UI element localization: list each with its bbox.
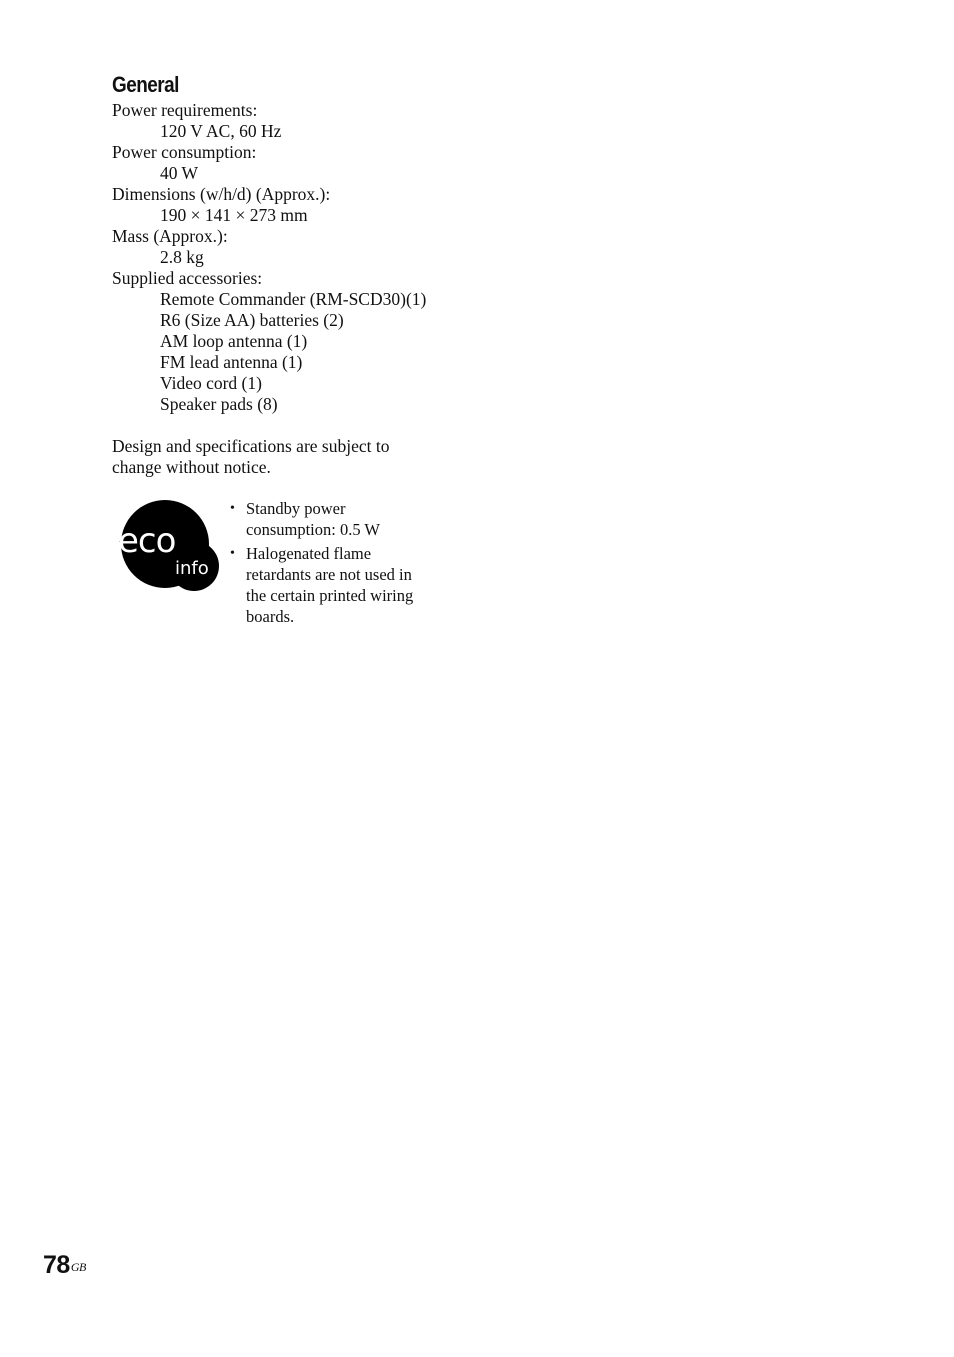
spec-value: AM loop antenna (1) (160, 331, 308, 351)
eco-item-line: boards. (246, 607, 295, 626)
spec-value: Video cord (1) (160, 373, 262, 393)
notice-line: change without notice. (112, 457, 271, 477)
spec-value: Speaker pads (8) (160, 394, 278, 414)
eco-info-item-halogenated (230, 543, 460, 627)
eco-item-line: the certain printed wiring (246, 586, 414, 605)
spec-item-supplied-accessories (112, 268, 512, 415)
spec-value: 40 W (160, 163, 199, 183)
spec-value: 2.8 kg (160, 247, 204, 267)
spec-label: Mass (Approx.): (112, 226, 228, 246)
spec-list (112, 100, 512, 415)
spec-label: Power consumption: (112, 142, 257, 162)
bullet-icon: • (230, 546, 235, 561)
section-title: General (112, 72, 179, 97)
page-number-value: 78 (43, 1251, 70, 1279)
eco-item-line: retardants are not used in (246, 565, 412, 584)
spec-label: Supplied accessories: (112, 268, 263, 288)
eco-item-line: consumption: 0.5 W (246, 520, 380, 539)
spec-value: 190 × 141 × 273 mm (160, 205, 308, 225)
eco-item-line: Halogenated flame (246, 544, 372, 563)
bullet-icon: • (230, 501, 235, 516)
eco-item-line: Standby power (246, 499, 346, 518)
eco-logo-sub-text: info (175, 558, 209, 579)
notice-line: Design and specifications are subject to (112, 436, 390, 456)
page-number (43, 1248, 86, 1282)
eco-info-logo-icon (114, 500, 222, 592)
spec-item-power-requirements (112, 100, 512, 142)
spec-content (112, 70, 512, 478)
page-number-suffix: GB (70, 1260, 86, 1274)
eco-logo-main-text: eco (118, 521, 176, 561)
eco-info-list (230, 498, 460, 630)
specification-notice (112, 436, 512, 478)
spec-value: 120 V AC, 60 Hz (160, 121, 282, 141)
spec-value: FM lead antenna (1) (160, 352, 303, 372)
spec-item-dimensions (112, 184, 512, 226)
spec-value: Remote Commander (RM-SCD30)(1) (160, 289, 427, 309)
spec-label: Dimensions (w/h/d) (Approx.): (112, 184, 331, 204)
spec-label: Power requirements: (112, 100, 258, 120)
eco-info-item-standby-power (230, 498, 460, 540)
spec-item-mass (112, 226, 512, 268)
eco-info-block (114, 498, 474, 638)
spec-value: R6 (Size AA) batteries (2) (160, 310, 344, 330)
spec-item-power-consumption (112, 142, 512, 184)
